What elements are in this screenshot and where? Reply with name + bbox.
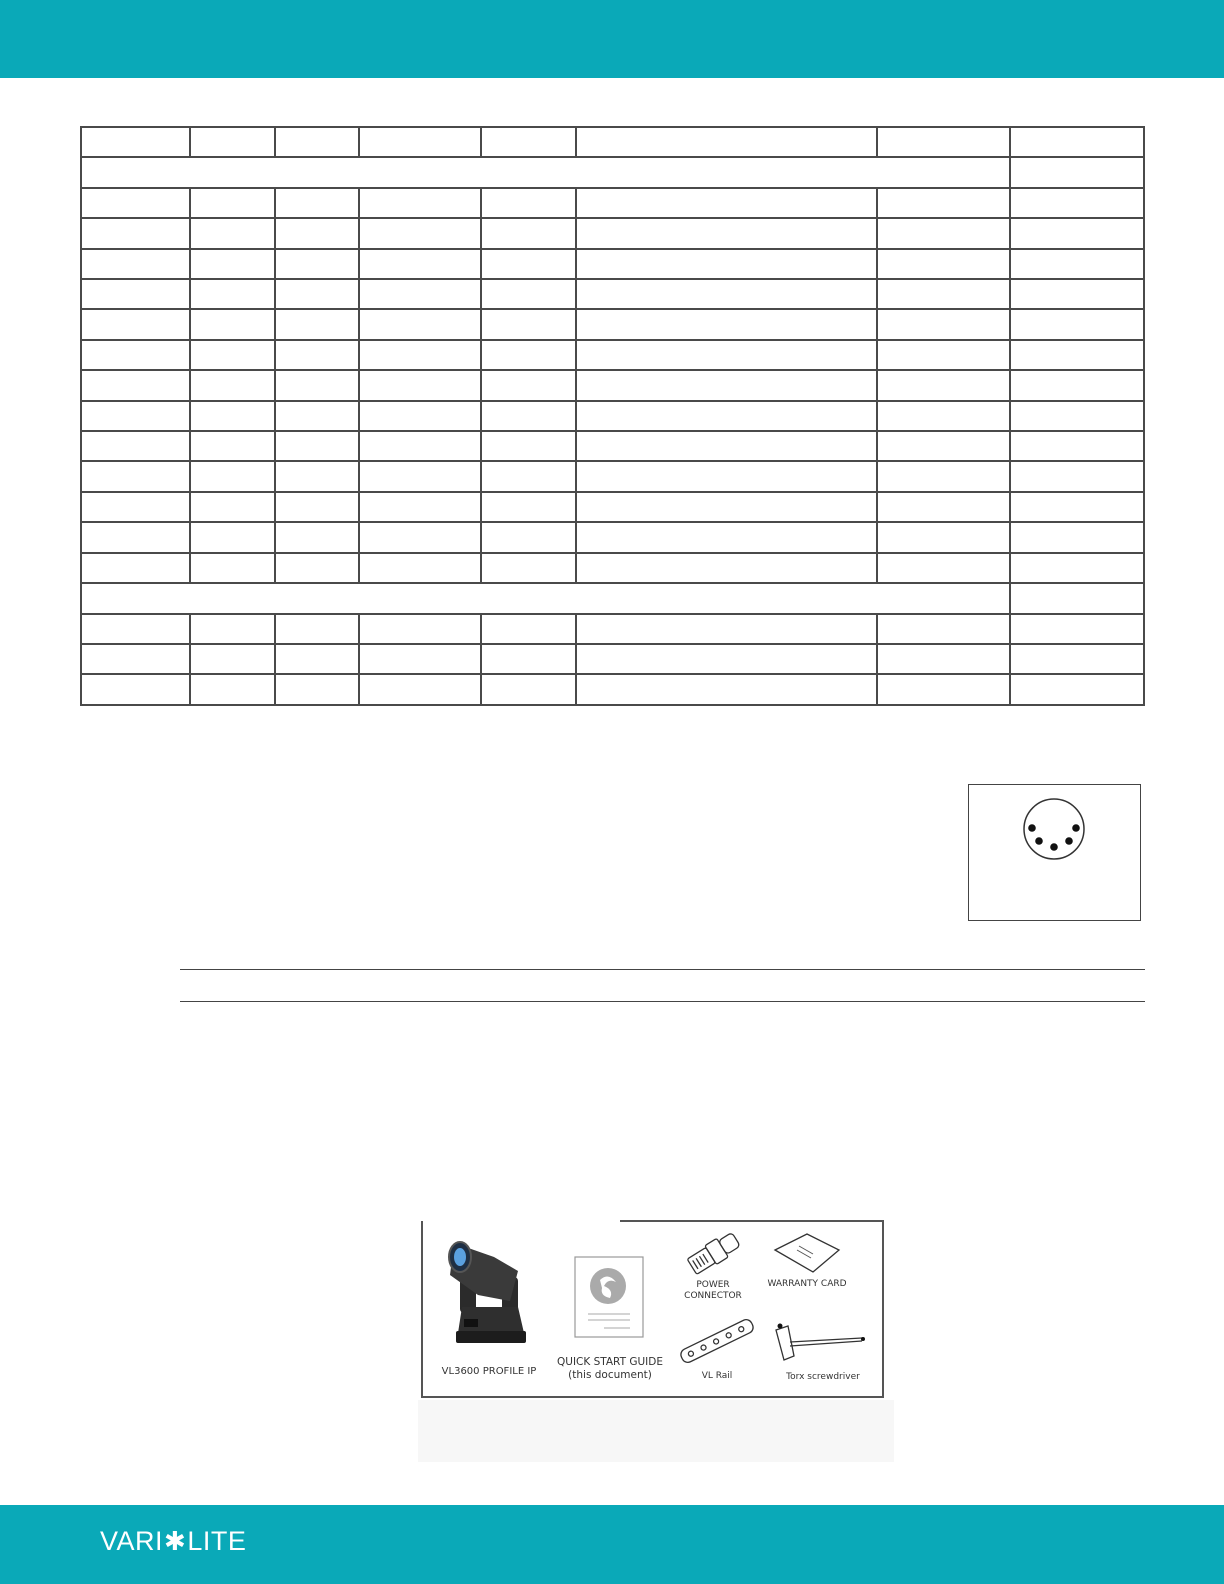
table-row: [81, 127, 1144, 157]
table-row: [81, 674, 1144, 705]
table-cell: [877, 492, 1010, 522]
table-cell: [359, 614, 481, 644]
table-row: [81, 614, 1144, 644]
table-cell: [190, 340, 275, 370]
table-cell: [359, 553, 481, 583]
torx-screwdriver-label: Torx screwdriver: [786, 1372, 860, 1382]
table-cell: [359, 218, 481, 248]
table-cell: [190, 279, 275, 309]
table-cell: [190, 249, 275, 279]
table-cell: [1010, 431, 1144, 461]
table-cell: [481, 522, 576, 552]
table-cell: [81, 370, 190, 400]
table-cell: [1010, 401, 1144, 431]
table-cell: [190, 309, 275, 339]
table-cell: [359, 431, 481, 461]
table-cell: [576, 674, 877, 705]
table-cell: [877, 614, 1010, 644]
xlr-connector-icon: [969, 785, 1139, 919]
vari-lite-logo: [100, 1524, 246, 1558]
table-row: [81, 218, 1144, 248]
table-cell: [275, 614, 359, 644]
table-cell: [481, 249, 576, 279]
table-cell: [359, 492, 481, 522]
warranty-card-label: WARRANTY CARD: [767, 1279, 847, 1289]
table-cell: [81, 431, 190, 461]
table-row: [81, 431, 1144, 461]
table-cell: [190, 401, 275, 431]
table-cell: [275, 279, 359, 309]
table-cell: [359, 370, 481, 400]
guide-sublabel: (this document): [568, 1369, 652, 1381]
table-cell: [877, 340, 1010, 370]
table-cell: [481, 644, 576, 674]
table-cell: [275, 674, 359, 705]
table-cell: [275, 492, 359, 522]
table-cell: [190, 188, 275, 218]
table-cell: [190, 553, 275, 583]
table-row: [81, 461, 1144, 491]
table-section-row: [81, 583, 1144, 613]
table-cell: [1010, 614, 1144, 644]
vl-rail-icon: [676, 1316, 758, 1366]
contents-box-edge: [620, 1220, 884, 1222]
table-cell: [877, 522, 1010, 552]
table-cell: [576, 401, 877, 431]
table-cell: [190, 461, 275, 491]
vl3600-fixture-icon: [440, 1235, 530, 1355]
table-cell: [481, 553, 576, 583]
table-cell: [576, 218, 877, 248]
table-cell: [576, 127, 877, 157]
table-cell: [481, 401, 576, 431]
table-cell: [877, 279, 1010, 309]
table-cell: [81, 583, 1010, 613]
table-cell: [190, 218, 275, 248]
table-cell: [1010, 370, 1144, 400]
guide-label: QUICK START GUIDE: [557, 1356, 663, 1368]
table-cell: [877, 309, 1010, 339]
table-cell: [1010, 461, 1144, 491]
table-cell: [1010, 340, 1144, 370]
table-cell: [359, 401, 481, 431]
table-cell: [877, 553, 1010, 583]
table-cell: [190, 492, 275, 522]
table-cell: [275, 340, 359, 370]
table-cell: [481, 279, 576, 309]
table-cell: [81, 127, 190, 157]
table-cell: [481, 218, 576, 248]
table-cell: [275, 218, 359, 248]
table-cell: [576, 188, 877, 218]
xlr-5pin-diagram: [968, 784, 1141, 921]
table-cell: [275, 644, 359, 674]
table-cell: [576, 370, 877, 400]
table-cell: [1010, 309, 1144, 339]
table-cell: [576, 492, 877, 522]
table-cell: [1010, 188, 1144, 218]
table-cell: [81, 644, 190, 674]
table-cell: [359, 644, 481, 674]
table-cell: [359, 674, 481, 705]
table-cell: [275, 309, 359, 339]
table-cell: [81, 218, 190, 248]
table-section-row: [81, 157, 1144, 187]
table-cell: [81, 614, 190, 644]
table-cell: [481, 674, 576, 705]
table-cell: [1010, 674, 1144, 705]
logo-text-right: LITE: [187, 1525, 247, 1556]
table-cell: [1010, 492, 1144, 522]
power-connector-label: POWER CONNECTOR: [684, 1280, 742, 1301]
header-band: [0, 0, 1224, 78]
table-cell: [81, 553, 190, 583]
table-cell: [81, 309, 190, 339]
table-row: [81, 188, 1144, 218]
table-cell: [190, 370, 275, 400]
table-cell: [190, 431, 275, 461]
divider-line: [180, 969, 1145, 970]
table-cell: [877, 431, 1010, 461]
table-cell: [576, 461, 877, 491]
table-cell: [481, 340, 576, 370]
table-cell: [359, 249, 481, 279]
table-cell: [190, 127, 275, 157]
table-cell: [359, 461, 481, 491]
table-cell: [576, 614, 877, 644]
table-cell: [81, 340, 190, 370]
table-cell: [275, 461, 359, 491]
table-cell: [81, 279, 190, 309]
table-cell: [877, 188, 1010, 218]
table-cell: [481, 127, 576, 157]
table-cell: [81, 157, 1010, 187]
quick-start-guide-icon: [574, 1256, 646, 1340]
table-row: [81, 370, 1144, 400]
table-cell: [1010, 218, 1144, 248]
table-cell: [359, 127, 481, 157]
table-cell: [1010, 553, 1144, 583]
table-cell: [190, 674, 275, 705]
table-cell: [190, 644, 275, 674]
warranty-card-icon: [773, 1232, 841, 1274]
table-cell: [576, 249, 877, 279]
table-cell: [275, 370, 359, 400]
table-cell: [81, 674, 190, 705]
table-row: [81, 249, 1144, 279]
table-cell: [481, 188, 576, 218]
table-cell: [877, 370, 1010, 400]
table-cell: [877, 249, 1010, 279]
table-cell: [359, 340, 481, 370]
table-cell: [1010, 249, 1144, 279]
table-row: [81, 279, 1144, 309]
table-cell: [275, 522, 359, 552]
table-row: [81, 553, 1144, 583]
table-cell: [359, 188, 481, 218]
table-cell: [81, 249, 190, 279]
table-cell: [576, 522, 877, 552]
table-cell: [275, 249, 359, 279]
table-cell: [877, 674, 1010, 705]
table-cell: [81, 401, 190, 431]
table-cell: [877, 644, 1010, 674]
table-cell: [877, 218, 1010, 248]
table-cell: [359, 279, 481, 309]
table-cell: [481, 431, 576, 461]
torx-screwdriver-icon: [772, 1320, 868, 1370]
contents-backdrop: [418, 1400, 894, 1462]
table-cell: [275, 188, 359, 218]
table-cell: [576, 644, 877, 674]
table-cell: [481, 461, 576, 491]
table-cell: [1010, 583, 1144, 613]
table-cell: [481, 309, 576, 339]
table-cell: [576, 431, 877, 461]
table-cell: [81, 522, 190, 552]
table-cell: [481, 370, 576, 400]
table-cell: [275, 401, 359, 431]
table-cell: [576, 279, 877, 309]
logo-star-icon: ✱: [164, 1525, 187, 1556]
table-cell: [576, 340, 877, 370]
table-row: [81, 522, 1144, 552]
table-cell: [481, 492, 576, 522]
power-connector-icon: [682, 1228, 746, 1278]
table-cell: [275, 553, 359, 583]
table-cell: [1010, 522, 1144, 552]
fixture-label: VL3600 PROFILE IP: [441, 1366, 537, 1377]
table-row: [81, 401, 1144, 431]
table-cell: [877, 127, 1010, 157]
table-cell: [359, 309, 481, 339]
logo-text-left: VARI: [100, 1525, 164, 1556]
table-cell: [81, 188, 190, 218]
table-row: [81, 309, 1144, 339]
table-cell: [275, 127, 359, 157]
table-row: [81, 492, 1144, 522]
table-cell: [359, 522, 481, 552]
table-cell: [576, 309, 877, 339]
table-cell: [275, 431, 359, 461]
table-cell: [190, 614, 275, 644]
table-cell: [1010, 127, 1144, 157]
table-cell: [576, 553, 877, 583]
table-cell: [190, 522, 275, 552]
table-cell: [81, 492, 190, 522]
vl-rail-label: VL Rail: [701, 1371, 733, 1381]
table-cell: [1010, 157, 1144, 187]
table-row: [81, 340, 1144, 370]
table-cell: [877, 401, 1010, 431]
table-cell: [877, 461, 1010, 491]
table-cell: [1010, 644, 1144, 674]
table-cell: [81, 461, 190, 491]
dmx-channel-table: [80, 126, 1145, 706]
table-row: [81, 644, 1144, 674]
divider-line: [180, 1001, 1145, 1002]
table-cell: [481, 614, 576, 644]
table-cell: [1010, 279, 1144, 309]
